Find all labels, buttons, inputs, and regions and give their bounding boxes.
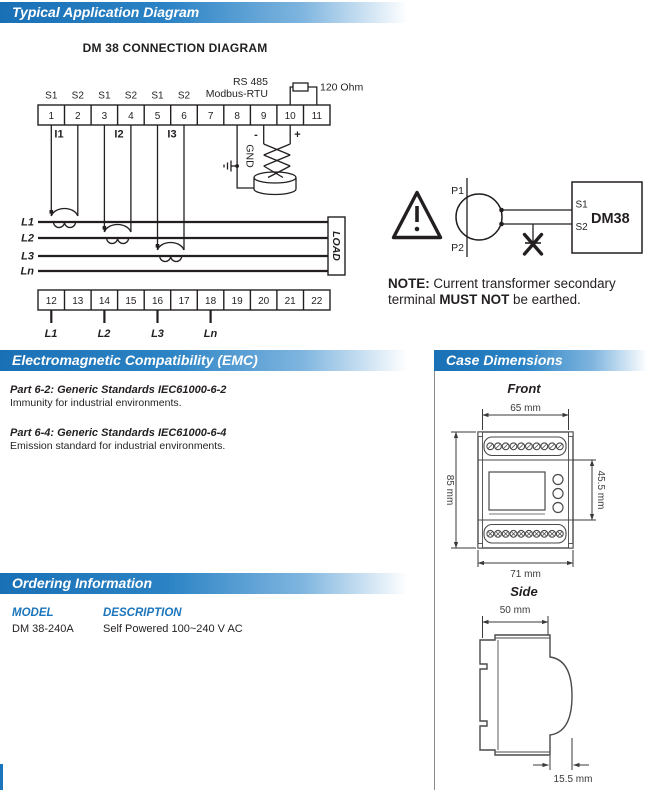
phase-label-ln: Ln xyxy=(20,265,34,278)
terminal-number: 11 xyxy=(311,110,322,122)
current-label-i3: I3 xyxy=(167,128,177,141)
primary-label-p2: P2 xyxy=(451,242,464,254)
banner-ordering-label: Ordering Information xyxy=(12,575,152,591)
no-earth-icon xyxy=(525,224,542,254)
ordering-description-value: Self Powered 100~240 V AC xyxy=(103,623,243,635)
terminal-number: 19 xyxy=(231,295,243,307)
terminal-number: 21 xyxy=(284,295,296,307)
terminal-number: 22 xyxy=(311,295,323,307)
ct-note-text: Current transformer secondary terminal xyxy=(388,276,616,307)
ct-3-symbol xyxy=(156,125,184,262)
ordering-model-value: DM 38-240A xyxy=(12,623,74,635)
front-height-label: 85 mm xyxy=(444,474,455,506)
front-view-title: Front xyxy=(507,381,541,396)
phase-label-l1: L1 xyxy=(21,216,34,229)
terminal-number: 16 xyxy=(151,295,164,307)
rs485-label-line1: RS 485 xyxy=(232,76,268,88)
connection-diagram xyxy=(0,60,390,350)
terminal-number: 4 xyxy=(128,110,134,122)
front-view-drawing xyxy=(434,400,654,582)
page-edge-mark xyxy=(0,764,3,790)
phase-label-l3: L3 xyxy=(21,250,34,263)
banner-case-dimensions-label: Case Dimensions xyxy=(446,352,563,368)
side-view-title: Side xyxy=(510,584,538,599)
emc-part2-heading: Part 6-4: Generic Standards IEC61000-6-4 xyxy=(10,427,227,439)
secondary-label-s1: S1 xyxy=(575,199,588,211)
secondary-label-s2: S2 xyxy=(575,222,588,233)
s-label: S1 xyxy=(151,90,164,102)
front-bottom-width-label: 71 mm xyxy=(510,569,541,580)
terminal-number: 8 xyxy=(234,110,240,122)
terminal-number: 1 xyxy=(48,110,55,122)
ct-note-bold: MUST NOT xyxy=(439,291,510,307)
emc-part1-heading: Part 6-2: Generic Standards IEC61000-6-2 xyxy=(10,384,227,396)
phase-lines xyxy=(38,222,328,271)
terminal-number: 3 xyxy=(101,110,108,122)
front-mid-height-label: 45.5 mm xyxy=(595,470,606,510)
ct-terminal-labels xyxy=(45,91,190,102)
banner-emc-label: Electromagnetic Compatibility (EMC) xyxy=(12,352,258,368)
banner-emc xyxy=(0,350,420,371)
device-side-profile xyxy=(480,635,572,755)
lcd-display xyxy=(489,472,545,510)
terminal-number: 6 xyxy=(181,110,187,122)
side-view-drawing xyxy=(434,598,654,790)
voltage-label-ln: Ln xyxy=(203,328,218,340)
bottom-terminal-numbers xyxy=(46,296,323,307)
resistor-value-label: 120 Ohm xyxy=(320,81,364,94)
banner-typical-application-label: Typical Application Diagram xyxy=(12,4,200,20)
emc-part2-body: Emission standard for industrial environments. xyxy=(10,440,226,452)
terminal-number: 20 xyxy=(258,295,270,307)
terminal-number: 7 xyxy=(207,110,214,122)
s-label: S1 xyxy=(45,90,58,102)
dim-45-5mm xyxy=(573,460,596,520)
terminal-number: 18 xyxy=(205,295,217,307)
rs485-minus-label: - xyxy=(254,129,258,141)
side-width-label: 50 mm xyxy=(499,605,531,616)
ct-note-bold: NOTE: xyxy=(388,276,430,291)
terminal-number: 17 xyxy=(178,295,190,307)
voltage-label-l3: L3 xyxy=(151,328,164,340)
s-label: S2 xyxy=(124,90,138,102)
dim-71mm xyxy=(478,550,573,567)
gnd-label: GND xyxy=(243,144,256,168)
terminal-number: 13 xyxy=(72,295,84,307)
load-label: LOAD xyxy=(330,231,342,261)
voltage-label-l2: L2 xyxy=(97,328,111,340)
s-label: S1 xyxy=(98,90,111,102)
ct-warning-diagram xyxy=(388,158,654,290)
terminating-resistor xyxy=(290,83,317,105)
top-terminal-numbers xyxy=(49,111,323,122)
terminal-number: 14 xyxy=(98,295,110,307)
side-depth-label: 15.5 mm xyxy=(553,774,593,785)
banner-ordering xyxy=(0,573,420,594)
front-top-width-label: 65 mm xyxy=(510,403,541,414)
rs485-plus-label: + xyxy=(294,129,301,141)
s-label: S2 xyxy=(71,90,84,102)
terminal-number: 2 xyxy=(75,110,81,122)
ct-note xyxy=(388,276,654,308)
ordering-model-header: MODEL xyxy=(12,607,54,619)
terminal-number: 10 xyxy=(284,110,296,122)
earth-icon xyxy=(224,161,231,172)
connection-diagram-title: DM 38 CONNECTION DIAGRAM xyxy=(82,41,268,55)
terminal-number: 12 xyxy=(45,295,57,307)
voltage-label-l1: L1 xyxy=(44,328,58,340)
primary-label-p1: P1 xyxy=(451,185,464,197)
banner-case-dimensions xyxy=(434,350,654,371)
terminal-number: 9 xyxy=(260,110,267,122)
rs485-twisted-pair xyxy=(264,125,291,178)
current-label-i1: I1 xyxy=(54,128,64,141)
terminal-number: 15 xyxy=(125,295,137,307)
warning-triangle-icon xyxy=(394,193,441,238)
ordering-description-header: DESCRIPTION xyxy=(103,607,182,619)
terminal-number: 5 xyxy=(154,110,161,122)
ct-note-text: be earthed. xyxy=(509,291,581,307)
banner-typical-application xyxy=(0,2,420,23)
voltage-input-stubs xyxy=(51,310,210,323)
current-label-i2: I2 xyxy=(114,128,124,141)
emc-part1-body: Immunity for industrial environments. xyxy=(10,397,182,409)
device-name-label: DM38 xyxy=(591,211,630,227)
ferrite-core xyxy=(254,172,296,195)
ct-2-symbol xyxy=(103,125,131,244)
rs485-label-line2: Modbus-RTU xyxy=(205,88,268,100)
phase-label-l2: L2 xyxy=(21,232,34,245)
secondary-wires xyxy=(499,208,572,227)
s-label: S2 xyxy=(177,90,191,102)
